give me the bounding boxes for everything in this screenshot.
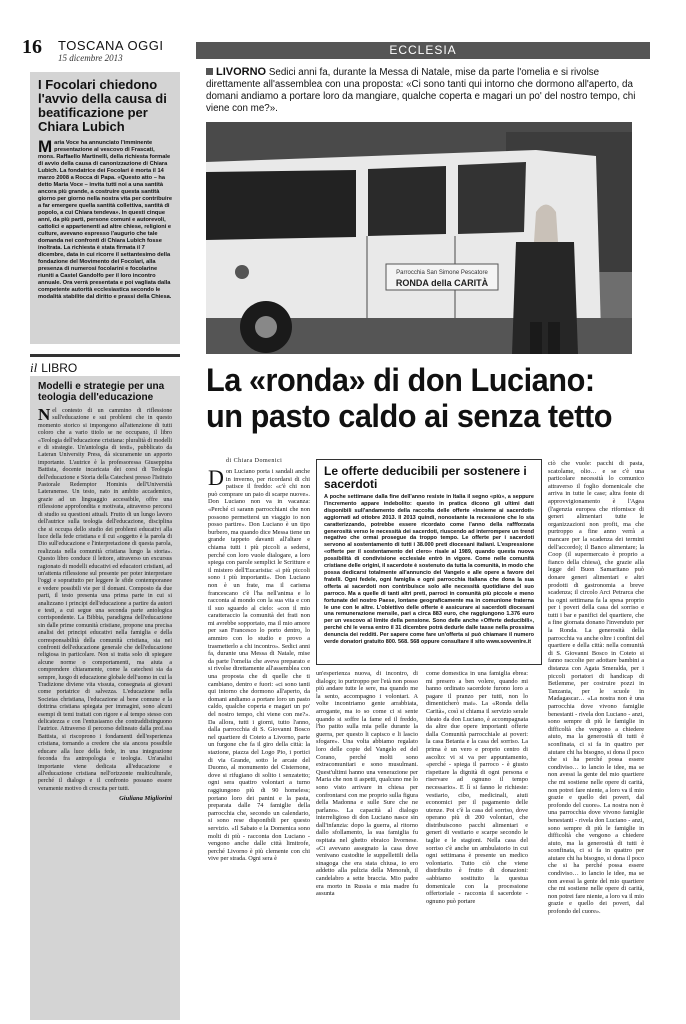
- van-photo: [206, 122, 632, 354]
- article-col4-text: ciò che vuole: pacchi di pasta, scatolame, olio… e se c'è una particolare necessità lo comunico attraverso il foglio domenicale che arriva in tutte le case; altra fonte di approvvigionamento è l'Agea (l'agenzia europea che riforniscе di generi alimentari tutte le organizzazioni non profit, ma che purtroppo a fine anno verrà a mancare per la scadenza dei termini dell'accordo); il Banco alimentare; la Coop (il supermercato è proprio a fianco della chiesa), che grazie alla legge del Buon Samaritano può donare generi alimentari e altri prodotti di gastronomia a breve scadenza; il circolo Arci Petrarca che ha ogni settimana fa la spesa proprio per i poveri della casa del sorriso e tutti i bar e panifici del quartiere, che a fine giornata donano l'invenduto per la Ronda. La generosità della parrocchia va anche oltre i confini del quartiere e della città: nella comunità di S. Giovanni Bosco in Coteto si fanno raccolte per adottare bambini a distanza con Agata Smeralda, per i piccoli portatori di handicap di Betlemme, per costruire pozzi in Tanzania, per le scuole in Madagascar… «La nostra non è una parrocchia dove vivono famiglie benestanti - rivela don Luciano - anzi, sono sempre di più le famiglie in difficoltà che vengono a chiedere aiuto, ma la generosità di tutti è sconfinata, ci si fa in quattro per aiutare chi ha bisogno, si dona il poco che si ha perché possa essere condiviso… io lancio le idee, ma se non avessi la gente del mio quartiere che mi sostiene nelle opere di carità, non potrei fare niente, a loro va il mio grazie e quello dei poveri, dal profondo del cuore». La nostra non è una parrocchia dove vivono famiglie benestanti - rivela don Luciano - anzi, sono sempre di più le famiglie in difficoltà che vengono a chiedere aiuto, ma la generosità di tutti è sconfinata, ci si fa in quattro per aiutare chi ha bisogno, si dona il poco che si ha perché possa essere condiviso… io lancio le idee, ma se non avessi la gente del mio quartiere che mi sostiene nelle opere di carità, non potrei fare niente, a loro va il mio grazie e quello dei poveri, dal profondo del cuore».: [548, 460, 644, 916]
- square-bullet-icon: [206, 68, 213, 75]
- article-col1-text: on Luciano porta i sandali anche in inverno, per ricordarsi di chi patisce il freddo: «c'è chi non può comprare un paio di scarpe nuove». Don Luciano non va in vacanza: «Perché ci sarann parrocchiani che non possono permettersi un viaggio io non posso partire». Don Luciano è un tipo burbero, ma quando dice Messa tiene un grande tappeto davanti all'altare e chiama tutti i più piccoli a sedersi, perché con loro vuole dialogare, a loro spiega con parole semplici le Scritture e il mistero dell'Eucaristia: «i più piccoli sono i più importanti». Don Luciano non è un frate, ma il carisma francescano c'è l'ha nell'anima e lo racconta al mondo con la sua vita e con il suo sguardo al cielo: «con il mio caratteraccio la comunità dei frati non mi avrebbe sopportato, ma il mio amore per san Francesco lo porto dentro, lo ammiro con lo studio e provo a trasmetterlo a chi incontro». Sedici anni fa, durante una Messa di Natale, mise da parte l'omelia che aveva preparato e si rivolse direttamente all'assemblea con una proposta che di quelle che ti cambiano, dentro e fuori: «ci sono tanti qui intorno che dormono all'aperto, da domani andiamo a portare loro un pasto caldo, qualche coperta e magari un po' del nostro tempo, chi viene con me?». Da allora, tutti i giorni, tutto l'anno, dalla parrocchia di S. Giovanni Bosco nel quartiere di Coteto a Livorno, parte un furgone che fa il giro della città: la stazione, piazza del Logo Pio, i portici di via Grande, sotto le arcate del Duomo, al monumento del Cisternone, dove si rifugiano di solito i senzatetto; ogni sera quattro volontari a turno raggiungono più di 90 homeless; portano loro dei panini e la pasta, preparata dalle 74 famiglie della parrocchia che, secondo un calendario, si sono rese disponibili per questo servizio. «Il Sabato e la Domenica sono molti di più - racconta don Luciano - vengono anche dalle città limitrofe, perché Livorno è più clemente con chi vive per strada. Ogni sera è: [208, 468, 310, 863]
- inset-title: Le offerte deducibili per sostenere i sacerdoti: [324, 464, 527, 491]
- libro-text: el contesto di un cammino di riflessione sull'educazione e sui problemi che in questo momento storico si impongono all'attenzione di tutti coloro che a vario titolo se ne occupano, il libro «Teologia dell'educazione cristiana: pluralità di modelli e di strategie. Un'antologia di testi», pubblicato da Lateran University Press, dà sicuramente un apporto importante. L'autrice è la professoressa Giuseppina Battista, docente incaricata dei corsi di Teologia dell'educazione e Storia della Catechesi presso l'Istituto Pastorale Redemptor Hominis dell'Università Lateranense. Un testo, nato in ambito accademico, grazie ad un linguaggio accessibile, offre una riflessione approfondita e motivata, attraverso percorsi di studio su questioni attuali. Frutto di un lungo lavoro dell'autrice sulla teologia dell'educazione, disciplina che si occupa dello studio dei problemi educativi alla luce della fede cristiana e il cui «oggetto è la parola di Dio sull'educazione e l'interpretazione di questa parola, realizzata nella comunità cristiana lungo la storia». Questo libro conduce il lettore, attraverso un excursus ragionato di modelli educativi ed educatori cristiani, ad un'attenta riflessione sul presente per poter interpretare l'oggi e soprattutto per leggere le sfide contemporanee e vedere possibili vie per il domani. Composto da due parti, il testo presenta una prima parte in cui si analizzano i principi dell'educazione a partire da autori e testi, a cui segue una seconda parte antologica corrispondente. La Bibbia, paradigma dell'educazione sin dalle prime comunità cristiane, propone una precisa analisi dei principi educativi nella famiglia e della corresponsabilità della comunità cristiana, sia nei confronti dell'educazione generale che dell'educazione religiosa in particolare. Non si tratta solo di spiegare alcune norme o comportamenti, ma aiuta a comprendere chiaramente, come la catechesi sia da sempre, luogo di educazione globale dell'uomo in cui la Tradizione diviene vita vissuta, consegnata ai giovani come portatrice di salvezza. L'educazione nella Societas christiana, l'educazione al bene comune e la dottrina cristiana spiegata per immagini, sono alcuni esempi di temi trattati con rigore e al tempo stesso con delicatezza e con l'entusiasmo che contraddistinguono l'autrice. Attraverso il percorso delineato dalla prof.ssa Battista, si riscoprono i fondamenti dell'esperienza cristiana, tornando a credere che sia ancora possibile educare alla luce della fede, in una integrazione feconda fra antropologia e teologia. Un'analisi importante viene dedicata all'educazione e all'educazione cristiana nell'orizzonte multiculturale, perché il dialogo e il confronto possano essere veramente motivo di crescita per tutti.: [38, 408, 172, 792]
- article-intro: [206, 66, 644, 115]
- van-lettering-main: RONDA della CARITÀ: [395, 278, 489, 288]
- newspaper-name: TOSCANA OGGI: [58, 38, 164, 53]
- article-column-2: [316, 670, 418, 1008]
- focolari-text: aria Voce ha annunciato l'imminente presentazione al vescovo di Frascati, mons. Raffaello Martinelli, della richiesta formale di avvio della causa di canonizzazione di Chiara Lubich. La fondatrice dei Focolari è morta il 14 marzo 2008 a Rocca di Papa. «Questo atto – ha detto Maria Voce – invita tutti noi a una santità ancora più grande, a costruire questa santità giorno per giorno nella nostra vita per contribuire a far emergere quella santità collettiva, santità di popolo, a cui Chiara tendeva». In questi cinque anni, da più parti, persone comuni e autorevoli, cattolici e appartenenti ad altre chiese, religioni e culture, avevano espresso l'augurio che tale domanda nei confronti di Chiara Lubich fosse inoltrata. La richiesta è stata firmata il 7 dicembre, data in cui ricorre il settantesimo della fondazione del Movimento dei Focolari, alla presenza di numerosi focolarini e focolarine riuniti a Castel Gandolfo per il loro incontro annuale. Ora verrà presentata e poi vagliata dalla competente autorità ecclesiastica secondo le modalità stabilite dal diritto e prassi della Chiesa.: [38, 140, 172, 300]
- libro-body: [38, 405, 172, 793]
- focolari-box: [30, 72, 180, 344]
- article-col2-text: un'esperienza nuova, di incontro, di dialogo; io purtroppo per l'età non posso più andare tutte le sere, ma quando me la sento, accompagno i volontari. A volte incontriamo gente arrabbiata, arrogante, ma io so come ci si sente quando si soffre la fame ed il freddo, l'ho patito sulla mia pelle durante la guerra, per questo li capisco e li lascio sfogare». Una volta abbiamo regalato loro delle copie del Vangelo ed del Corano, perché molti sono extracomunitari e sono musulmani. Quest'ultimi hanno una venerazione per Maria che non ti aspetti, qualcuno me lo sono visto arrivare in chiesa per confrontarsi con me proprio sulla figura della Madonna e sulle Sure che ne parlano». La capacità al dialogo interreligioso di don Luciano nasce sin dall'infanzia: dopo la guerra, al ritorno dallo sfollamento, la sua famiglia fu ospitata nel ghetto ebraico livornese. «Ci avevano assegnato la casa dove venivano custodite le suppellettili della sinagoga che era stata chiusa, io ero addetto alla pulizia della Menorah, il candelabro a sette braccia. Mio padre era morto in Russia e mia madre fu assunta: [316, 670, 418, 898]
- article-column-1: [208, 468, 310, 1008]
- article-dropcap: D: [208, 468, 224, 490]
- libro-signature: Giuliana Migliorini: [119, 795, 172, 803]
- masthead: [58, 38, 163, 63]
- libro-box: [30, 376, 180, 1020]
- libro-dropcap: N: [38, 405, 51, 424]
- left-column: [30, 72, 180, 1012]
- page-number: 16: [22, 36, 42, 58]
- libro-header-label: LIBRO: [41, 361, 78, 375]
- focolari-title: I Focolari chiedono l'avvio della causa di beatificazione per Chiara Lubich: [38, 77, 167, 134]
- inset-body: A poche settimane dalla fine dell'anno resiste in Italia il segno «più», a seppure l'incremento appare indebolito: questo in pratica dicono gli ultimi dati disponibili sull'andamento della raccolta delle offerte «Insieme ai sacerdoti» aggiornati ad ottobre 2013. Il 2013 quindi, nonostante la recessione che lo sta caratterizzando, potrebbe essere ricordato come l'anno della raffforzata generosità verso le necessità dei sacerdoti, riuscendo ad interrompere un trend negativo che ormai prosegue da troppo tempo. Le offerte per i sacerdoti servono al sostentamento di tutti i 38.000 preti diocesani italiani. L'espressione «offerte per il sostentamento del clero» risale al 1989, quando questa nuova possibilità di condivisione ecclesiale entrò in vigore. Come nelle comunità cristiane delle origini, il sacerdote è sostenuto da tutta la comunità, in modo che possa dedicarsi totalmente all'annuncio del Vangelo e alle opere a favore dei fratelli. Ogni fedele, ogni famiglia e ogni parrocchia italiana che dona la sua offerta ai sacerdoti non contribuisce solo alle necessità quotidiane del suo parroco. Ma a quelle di tanti altri preti, parroci in comunità più piccole e meno fortunate del nostro Paese, lontane geograficamente ma in comunione fraterna le une con le altre. L'obiettivo delle offerte è assicurare ai sacerdoti diocesani una remunerazione mensile, pari a circa 883 euro, che raggiungono 1.376 euro per un vescovo al limite della pensione. Sono delle anche «Offerte deducibili», perché chi le versa entro il 31 dicembre potrà dedurle dalle tasse nella prossima denuncia dei redditi. Per sapere come fare un'offerta si può chiamare il numero verde donatori gratuito 800. 568. 568 oppure consultare il sito www.sovvenire.it: [324, 494, 534, 646]
- article-photo: [206, 122, 632, 354]
- van-lettering-top: Parrocchia San Simone Pescatore: [396, 270, 488, 276]
- article-col3-text: come domestica in una famiglia ebrea: mi presero a ben volere, quando mi hanno ordinato sacerdote furono loro a pagare il pranzo per tutti, non lo dimenticherò mai». La «Ronda della Carità», così si chiama il servizio serale ideato da don Luciano, è accompagnata da altre due opere importanti offerte dalla Comunità parrocchiale ai poveri: la casa Betania e la casa del sorriso. La prima è un vero e proprio centro di ascolto: vi si va per appuntamento, «perché - spiega il parroco - è giusto rispettare la dignità di ogni persona e riservare ad ognuno il tempo necessario». E lì si fanno le richieste: vestiario, cibo, medicinali, aiuti economici per il pagamento delle utenze. Poi c'è la casa del sorriso, dove operano più di 200 volontari, che distribuiscono pacchi alimentari e generi di vestiario e scarpe secondo le taglie e le stagioni. Nella casa del sorriso c'è anche un ambulatorio in cui ogni settimana è presente un medico volontario. Tutto ciò che viene distribuito è frutto di donazioni: «abbiamo sostituito la questua domenicale con la processione offertoriale - racconta il sacerdote - ognuno può portare: [426, 670, 528, 905]
- issue-date: 15 dicembre 2013: [58, 53, 123, 63]
- section-header: ECCLESIA: [196, 42, 650, 59]
- intro-location: LIVORNO: [216, 66, 267, 78]
- article-column-4: [548, 460, 644, 1008]
- byline: di Chiara Domenici: [226, 458, 283, 464]
- focolari-body: [38, 137, 172, 301]
- inset-box: [316, 459, 542, 665]
- intro-text: Sedici anni fa, durante la Messa di Natale, mise da parte l'omelia e si rivolse direttamente all'assemblea con una proposta: «Ci sono tanti qui intorno che dormono all'aperto, da domani andiamo a portare loro da mangiare, qualche coperta e magari un po' del nostro tempo, chi viene con me?».: [206, 67, 636, 114]
- libro-title: Modelli e strategie per una teologia dell'educazione: [38, 381, 165, 403]
- article-column-3: [426, 670, 528, 1008]
- focolari-dropcap: M: [38, 137, 53, 156]
- libro-header-prefix: il: [30, 360, 38, 375]
- headline: La «ronda» di don Luciano: un pasto caldo ai senza tetto: [206, 362, 612, 434]
